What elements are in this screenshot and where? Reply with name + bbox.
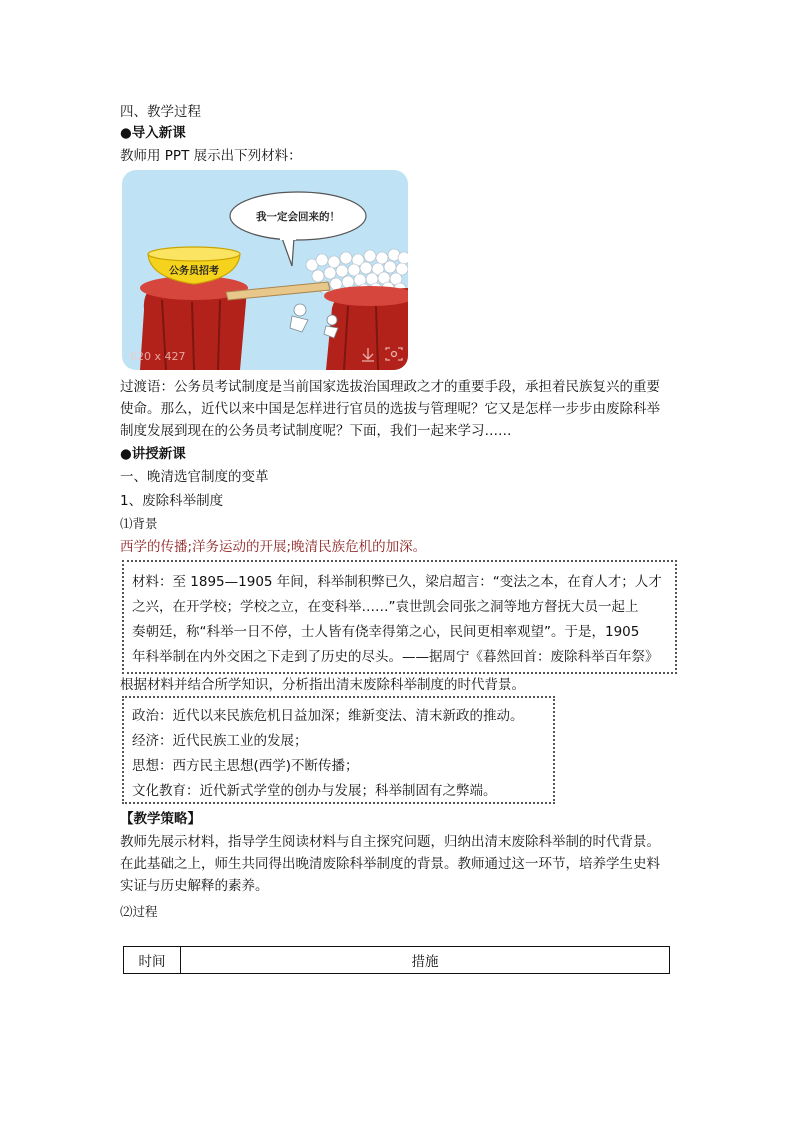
transition-paragraph — [120, 376, 680, 442]
transition-line-2: 使命。那么，近代以来中国是怎样进行官员的选拔与管理呢？它又是怎样一步步由废除科举 — [120, 401, 660, 417]
lead-in-intro: 教师用 PPT 展示出下列材料： — [120, 148, 302, 164]
table-header-row — [124, 947, 670, 974]
image-size-watermark: 620 x 427 — [130, 350, 186, 363]
transition-line-1: 过渡语：公务员考试制度是当前国家选拔治国理政之才的重要手段，承担着民族复兴的重要 — [120, 379, 660, 395]
material-line-3: 奏朝廷，称“科举一日不停，士人皆有侥幸得第之心，民间更相率观望”。于是，1905 — [132, 624, 640, 640]
answer-box — [122, 696, 555, 804]
measures-table — [123, 946, 670, 974]
cartoon-illustration — [122, 170, 408, 370]
answer-economy: 经济：近代民族工业的发展； — [132, 733, 308, 749]
new-lesson-heading: ●讲授新课 — [120, 446, 186, 462]
subtitle-background: ⑴背景 — [120, 516, 158, 531]
civil-service-cartoon — [122, 170, 408, 370]
strategy-line-1: 教师先展示材料，指导学生阅读材料与自主探究问题，归纳出清末废除科举制的时代背景。 — [120, 834, 660, 850]
subtitle-reform: 一、晚清选官制度的变革 — [120, 469, 269, 485]
background-highlight: 西学的传播;洋务运动的开展;晚清民族危机的加深。 — [120, 539, 427, 555]
strategy-line-2: 在此基础之上，师生共同得出晚清废除科举制度的背景。教师通过这一环节，培养学生史料 — [120, 856, 660, 872]
strategy-heading: 【教学策略】 — [120, 811, 201, 827]
answer-thought: 思想：西方民主思想(西学)不断传播； — [132, 758, 359, 774]
bubble-text: 我一定会回来的！ — [256, 211, 340, 223]
lead-in-heading: ●导入新课 — [120, 125, 186, 141]
header-time: 时间 — [124, 947, 181, 974]
material-line-4: 年科举制在内外交困之下走到了历史的尽头。——据周宁《暮然回首：废除科举百年祭》 — [132, 649, 659, 665]
bowl-label: 公务员招考 — [169, 266, 219, 277]
header-measures: 措施 — [181, 947, 670, 974]
transition-line-3: 制度发展到现在的公务员考试制度呢？下面，我们一起来学习…… — [120, 423, 512, 439]
answer-culture: 文化教育：近代新式学堂的创办与发展；科举制固有之弊端。 — [132, 783, 497, 799]
strategy-line-3: 实证与历史解释的素养。 — [120, 878, 269, 894]
subtitle-abolish: 1、废除科举制度 — [120, 493, 224, 509]
strategy-paragraph — [120, 831, 680, 897]
section-heading: 四、教学过程 — [120, 104, 201, 120]
material-line-1: 材料：至 1895—1905 年间，科举制积弊已久，梁启超言：“变法之本，在育人才；人才 — [132, 574, 662, 590]
process-heading: ⑵过程 — [120, 904, 158, 919]
analysis-question: 根据材料并结合所学知识，分析指出清末废除科举制度的时代背景。 — [120, 677, 525, 693]
material-box — [122, 560, 677, 674]
material-line-2: 之兴，在开学校；学校之立，在变科举……”袁世凯会同张之洞等地方督抚大员一起上 — [132, 599, 639, 615]
answer-politics: 政治：近代以来民族危机日益加深；维新变法、清末新政的推动。 — [132, 708, 524, 724]
